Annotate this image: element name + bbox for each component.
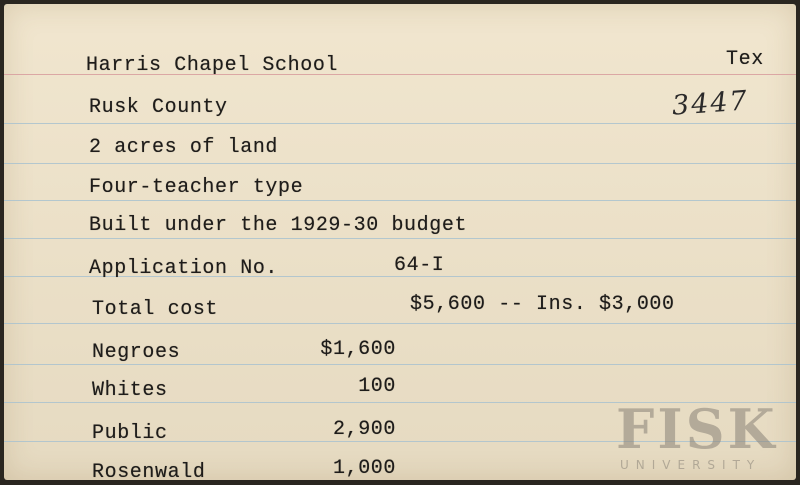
- contribution-label-negroes: Negroes: [92, 341, 181, 364]
- handwritten-card-number: 3447: [671, 85, 750, 122]
- contribution-label-whites: Whites: [92, 379, 168, 402]
- land-label: 2 acres of land: [89, 136, 279, 159]
- contribution-amount-negroes: $1,600: [320, 338, 396, 361]
- total-cost-label: Total cost: [92, 298, 219, 321]
- ruled-line: [4, 200, 796, 201]
- total-cost-value: $5,600 -- Ins. $3,000: [410, 293, 675, 316]
- index-card: [4, 4, 796, 480]
- school-name: Harris Chapel School: [86, 54, 339, 77]
- fisk-university-watermark: [616, 397, 796, 472]
- application-number: 64-I: [394, 254, 445, 277]
- ruled-line: [4, 123, 796, 124]
- ruled-line: [4, 323, 796, 324]
- ruled-line: [4, 238, 796, 239]
- contribution-label-public: Public: [92, 422, 168, 445]
- state-label: Tex: [726, 48, 764, 71]
- contribution-amount-whites: 100: [358, 375, 396, 398]
- watermark-name: FISK: [616, 397, 778, 461]
- contribution-amount-rosenwald: 1,000: [332, 457, 396, 480]
- type-label: Four-teacher type: [89, 176, 304, 199]
- budget-label: Built under the 1929-30 budget: [89, 214, 468, 237]
- ruled-line: [4, 163, 796, 164]
- watermark-subtitle: UNIVERSITY: [620, 458, 762, 472]
- county-label: Rusk County: [89, 96, 228, 119]
- contribution-amount-public: 2,900: [332, 418, 396, 441]
- ruled-line: [4, 364, 796, 365]
- contribution-label-rosenwald: Rosenwald: [92, 461, 206, 480]
- application-label: Application No.: [89, 257, 279, 280]
